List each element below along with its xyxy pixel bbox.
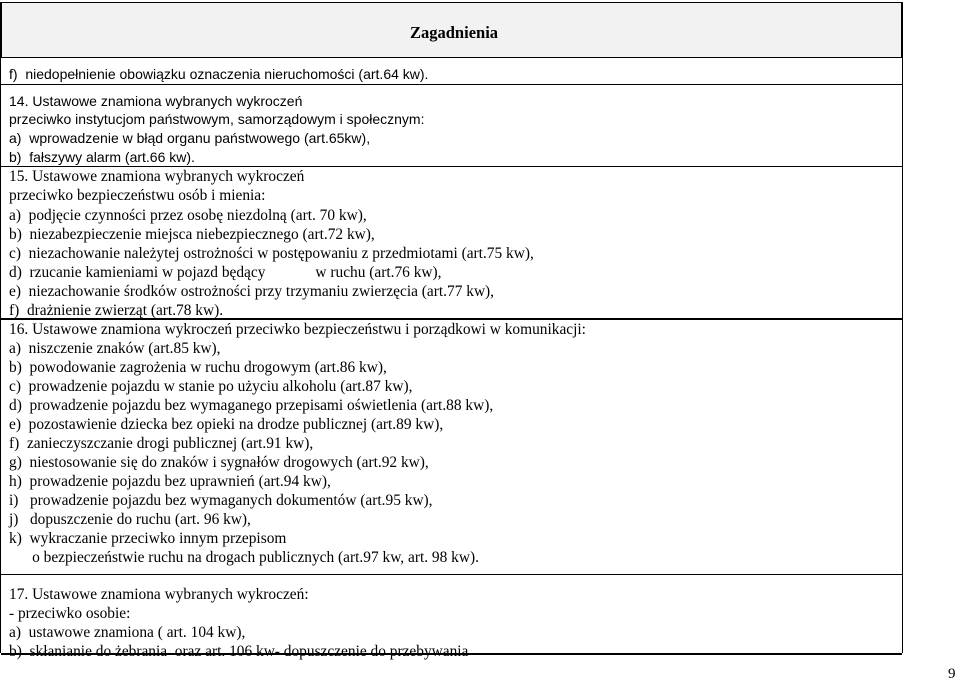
list-item: i) prowadzenie pojazdu bez wymaganych dokumentów (art.95 kw), — [9, 492, 433, 509]
section-heading: 15. Ustawowe znamiona wybranych wykroczeń — [9, 168, 305, 185]
list-item: k) wykraczanie przeciwko innym przepisom — [9, 530, 287, 547]
header-title: Zagadnienia — [410, 23, 499, 42]
list-item: e) niezachowanie środków ostrożności przy trzymaniu zwierzęcia (art.77 kw), — [9, 283, 495, 300]
row-divider — [1, 84, 902, 85]
section-heading: 17. Ustawowe znamiona wybranych wykroczeń: — [9, 586, 309, 603]
list-item: c) prowadzenie pojazdu w stanie po użyciu alkoholu (art.87 kw), — [9, 378, 413, 395]
list-item: f) drażnienie zwierząt (art.78 kw). — [9, 302, 224, 319]
list-item: b) powodowanie zagrożenia w ruchu drogowym (art.86 kw), — [9, 359, 387, 376]
list-item: a) niszczenie znaków (art.85 kw), — [9, 340, 221, 357]
list-item: e) pozostawienie dziecka bez opieki na drodze publicznej (art.89 kw), — [9, 416, 444, 433]
list-item: h) prowadzenie pojazdu bez uprawnień (art.94 kw), — [9, 473, 331, 490]
list-item: f) niedopełnienie obowiązku oznaczenia nieruchomości (art.64 kw). — [9, 66, 429, 82]
list-item: a) ustawowe znamiona ( art. 104 kw), — [9, 624, 246, 641]
section-header — [1, 2, 902, 58]
list-item: b) fałszywy alarm (art.66 kw). — [9, 149, 195, 165]
section-heading-cont: przeciwko instytucjom państwowym, samorządowym i społecznym: — [9, 111, 425, 127]
row-divider — [1, 574, 902, 575]
section-heading: 14. Ustawowe znamiona wybranych wykroczeń — [9, 93, 303, 109]
list-item: d) prowadzenie pojazdu bez wymaganego przepisami oświetlenia (art.88 kw), — [9, 397, 494, 414]
subsection-label: - przeciwko osobie: — [9, 605, 131, 622]
list-item: g) niestosowanie się do znaków i sygnałów drogowych (art.92 kw), — [9, 454, 429, 471]
page-number: 9 — [948, 666, 956, 682]
section-heading-cont: przeciwko bezpieczeństwu osób i mienia: — [9, 187, 266, 204]
list-item: b) niezabezpieczenie miejsca niebezpiecznego (art.72 kw), — [9, 226, 375, 243]
list-item: b) skłanianie do żebrania oraz art. 106 kw- dopuszczenie do przebywania — [9, 643, 469, 660]
list-item: j) dopuszczenie do ruchu (art. 96 kw), — [9, 511, 251, 528]
list-item-cont: o bezpieczeństwie ruchu na drogach publicznych (art.97 kw, art. 98 kw). — [9, 549, 479, 566]
list-item: d) rzucanie kamieniami w pojazd będący w ruchu (art.76 kw), — [9, 264, 442, 281]
list-item: a) podjęcie czynności przez osobę niezdolną (art. 70 kw), — [9, 207, 367, 224]
section-heading: 16. Ustawowe znamiona wykroczeń przeciwko bezpieczeństwu i porządkowi w komunikacji: — [9, 321, 586, 338]
list-item: f) zanieczyszczanie drogi publicznej (art.91 kw), — [9, 435, 314, 452]
list-item: c) niezachowanie należytej ostrożności w postępowaniu z przedmiotami (art.75 kw), — [9, 245, 534, 262]
document-frame — [0, 2, 903, 660]
list-item: a) wprowadzenie w błąd organu państwowego (art.65kw), — [9, 130, 371, 146]
